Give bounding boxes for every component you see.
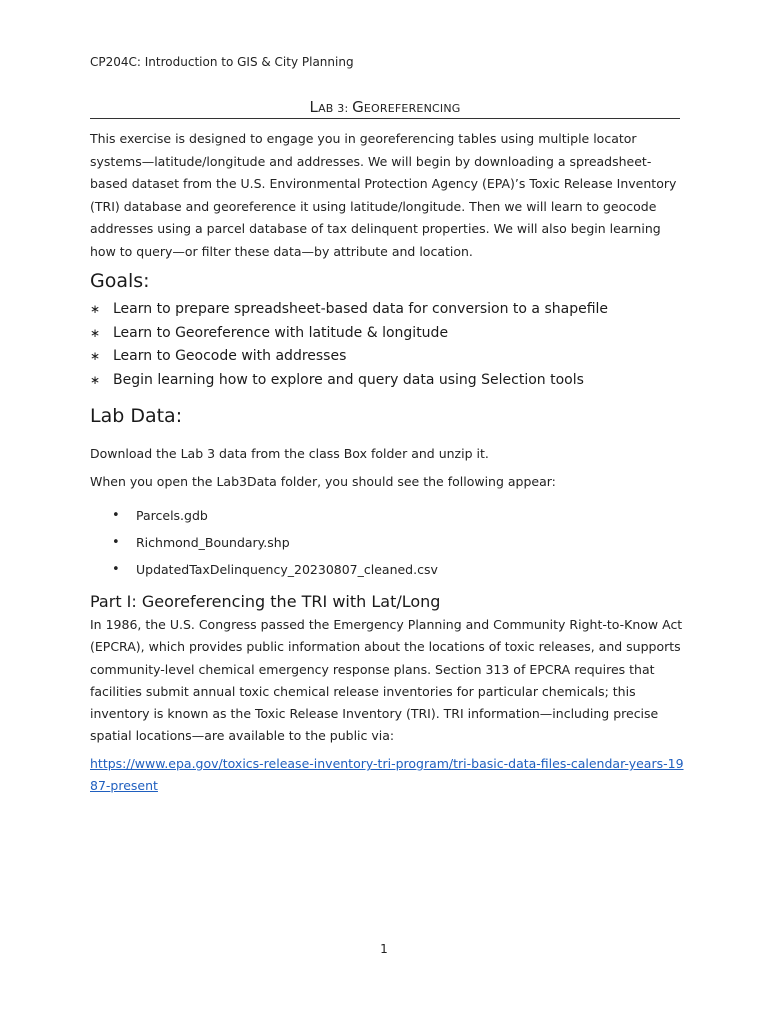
list-item: • UpdatedTaxDelinquency_20230807_cleaned.csv (112, 556, 438, 583)
bullet-icon: • (112, 508, 120, 523)
list-item: ∗ Learn to Georeference with latitude & longitude (90, 322, 690, 346)
download-instruction: Download the Lab 3 data from the class Box folder and unzip it. (90, 446, 489, 461)
title-topic: EOREFERENCING (363, 102, 461, 115)
epa-tri-link[interactable]: https://www.epa.gov/toxics-release-inventory-tri-program/tri-basic-data-files-calendar-years-1987-present (90, 756, 684, 793)
lab-title-block (90, 98, 680, 119)
list-item: ∗ Learn to Geocode with addresses (90, 345, 690, 369)
bullet-icon: • (112, 562, 120, 578)
lab-data-heading: Lab Data: (90, 405, 183, 427)
intro-paragraph: This exercise is designed to engage you in georeferencing tables using multiple locator systems—latitude/longitude and addresses. We will begin by downloading a spreadsheet-based dataset from the U.S. Environmental Protection Agency (EPA)’s Toxic Release Inventory (TRI) database and georeference it using latitude/longitude. Then we will learn to geocode addresses using a parcel database of tax delinquent properties. We will also begin learning how to query—or filter these data—by attribute and location. (90, 131, 677, 259)
running-header: CP204C: Introduction to GIS & City Planning (90, 55, 354, 69)
asterisk-bullet-icon: ∗ (90, 349, 101, 364)
asterisk-bullet-icon: ∗ (90, 373, 101, 388)
asterisk-bullet-icon: ∗ (90, 302, 101, 316)
file-list (112, 502, 438, 584)
part-one-heading: Part I: Georeferencing the TRI with Lat/Long (90, 592, 441, 611)
list-item: • Richmond_Boundary.shp (112, 529, 438, 556)
list-item: ∗ Learn to prepare spreadsheet-based data for conversion to a shapefile (90, 298, 690, 322)
goals-heading: Goals: (90, 270, 150, 292)
goals-list (90, 298, 690, 393)
bullet-icon: • (112, 535, 120, 551)
asterisk-bullet-icon: ∗ (90, 325, 101, 340)
title-underline (90, 118, 680, 119)
list-item: ∗ Begin learning how to explore and query data using Selection tools (90, 369, 690, 393)
folder-instruction: When you open the Lab3Data folder, you should see the following appear: (90, 474, 556, 489)
part-one-paragraph: In 1986, the U.S. Congress passed the Emergency Planning and Community Right-to-Know Act (EPCRA), which provides public information about the locations of toxic releases, and supports community-level chemical emergency response plans. Section 313 of EPCRA requires that facilities submit annual toxic chemical release inventories for particular chemicals; this inventory is known as the Toxic Release Inventory (TRI). TRI information—including precise spatial locations—are available to the public via: (90, 617, 683, 744)
title-initial-l: L (309, 98, 319, 116)
page-number: 1 (380, 942, 388, 956)
title-initial-g: G (352, 98, 364, 116)
title-lab-number: AB 3: (318, 102, 353, 115)
lab-title (90, 98, 680, 118)
list-item: • Parcels.gdb (112, 502, 438, 529)
